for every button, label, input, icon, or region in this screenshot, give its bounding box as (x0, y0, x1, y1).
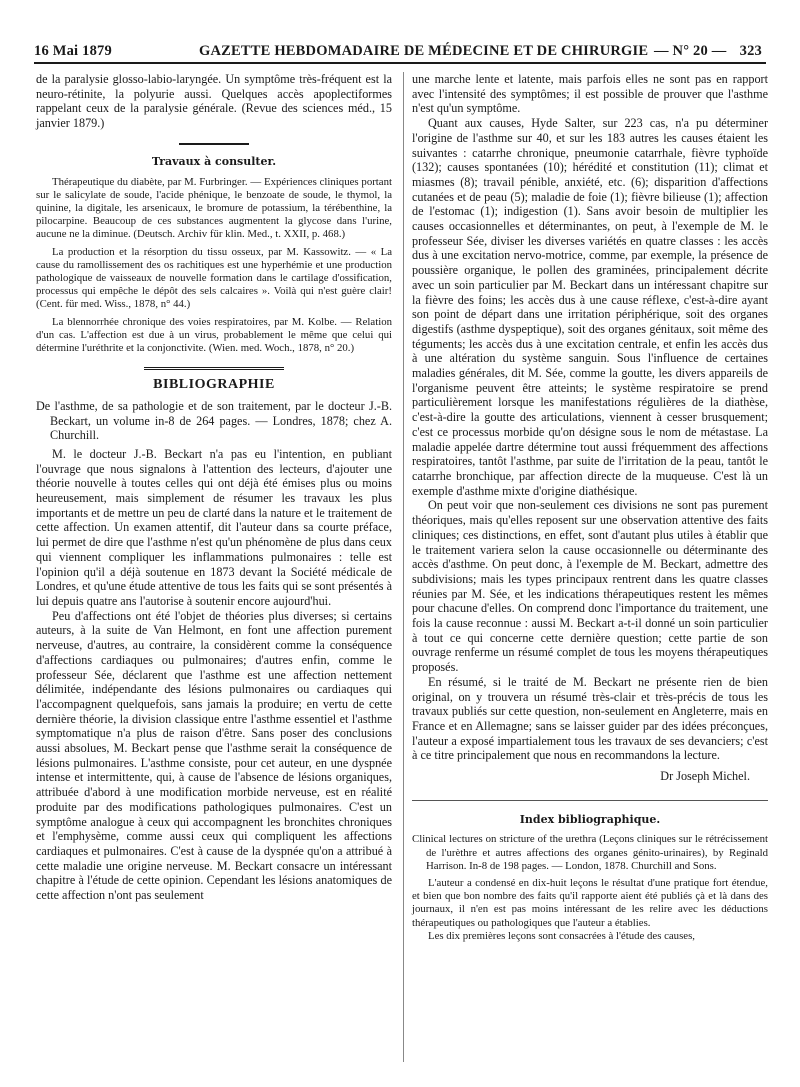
header-date: 16 Mai 1879 (34, 43, 112, 59)
intro-paragraph: de la paralysie glosso-labio-laryngée. Un symptôme très-fréquent est la neuro-rétinite, la polyurie aussi. Quelques accès apoplectiformes rappelant ceux de la paralysie générale. (Revue des sciences méd., 15 janvier 1879.) (36, 72, 392, 131)
page-header (34, 40, 766, 64)
header-page-number: 323 (739, 43, 762, 59)
right-column (412, 72, 768, 943)
travaux-item-blennorrhee: La blennorrhée chronique des voies respiratoires, par M. Kolbe. — Relation d'un cas. L'affection est due à un virus, probablement le même que celui qui détermine l'uréthrite et la conjonctivite. (Wien. med. Woch., 1878, n° 20.) (36, 315, 392, 354)
review-paragraph-1: M. le docteur J.-B. Beckart n'a pas eu l'intention, en publiant l'ouvrage que nous signalons à l'attention des lecteurs, d'ajouter une théorie nouvelle à toutes celles qui ont déjà été émises plus ou moins heureusement, mais simplement de résumer les travaux les plus importants et de mettre un peu de clarté dans la nature et le traitement de cette affection. Un examen attentif, dit l'auteur dans sa courte préface, lui permet de dire que l'asthme n'est qu'un phénomène de plus dans ceux qui viennent compliquer les inflammations pulmonaires : telle est l'opinion qu'il a déjà soutenue en 1873 devant la Société médicale de Londres, et qu'une étude attentive de tous les faits qui se sont présentés à lui depuis quatre ans l'autorise à soutenir encore aujourd'hui. (36, 446, 392, 608)
travaux-item-diabete: Thérapeutique du diabète, par M. Furbringer. — Expériences cliniques portant sur le salicylate de soude, l'acide phénique, le benzoate de soude, le thymol, la quinine, la digitale, les arsenicaux, le bromure de potassium, la térébenthine, la pilocarpine. Beaucoup de ces substances augmentent la glycose dans l'urine, aucune ne la diminue. (Deutsch. Archiv für klin. Med., t. XXII, p. 468.) (36, 175, 392, 241)
column-divider (403, 72, 404, 1062)
bibliography-rule (144, 367, 284, 370)
section-rule (179, 143, 249, 145)
header-journal-title: GAZETTE HEBDOMADAIRE DE MÉDECINE ET DE CHIRURGIE (199, 43, 649, 59)
index-rule (412, 800, 768, 801)
header-issue-number: — N° 20 — (654, 43, 727, 59)
review-paragraph-divisions: On peut voir que non-seulement ces divisions ne sont pas purement théoriques, mais qu'elles reposent sur une observation attentive des faits cliniques; ces distinctions, en effet, sont d'autant plus utiles à établir que le traitement variera selon la cause occasionnelle ou déterminante des accès d'asthme. On peut donc, à l'exemple de M. Beckart, admettre des subdivisions; mais les types principaux rentrent dans les quatre classes réunies par M. Sée, et les indications thérapeutiques restent les mêmes pour chacune d'elles. On comprend donc l'importance du traitement, une fois la cause reconnue : aussi M. Beckart a-t-il donné un soin particulier à tout ce qui concerne cette dernière question; cette partie de son ouvrage renferme un résumé complet de tous les moyens thérapeutiques proposés. (412, 498, 768, 675)
review-paragraph-resume: En résumé, si le traité de M. Beckart ne présente rien de bien original, on y trouvera un résumé très-clair et très-précis de tous les travaux publiés sur cette question, non-seulement en Angleterre, mais en France et en Allemagne; sans se laisser guider par des idées préconçues, l'auteur a exposé impartialement tous les travaux de ses devanciers; c'est à ce titre principalement que nous en recommandons la lecture. (412, 674, 768, 763)
index-heading: Index bibliographique. (519, 812, 661, 826)
book-entry-stricture: Clinical lectures on stricture of the urethra (Leçons cliniques sur le rétrécissement de l'urèthre et autres affections des organes génito-urinaires), by Reginald Harrison. In-8 de 198 pages. — London, 1878. Churchill and Sons. (412, 833, 768, 872)
review-paragraph-continued: une marche lente et latente, mais parfois elles ne sont pas en rapport avec l'intensité des symptômes; il est possible de prouver que l'asthme n'est qu'un symptôme. (412, 72, 768, 116)
book-entry-asthme: De l'asthme, de sa pathologie et de son traitement, par le docteur J.-B. Beckart, un volume in-8 de 264 pages. — Londres, 1878; chez A. Churchill. (36, 398, 392, 443)
left-column (36, 72, 392, 903)
travaux-item-tissu-osseux: La production et la résorption du tissu osseux, par M. Kassowitz. — « La cause du ramollissement des os rachitiques est une hyperhémie et une production pathologique de vaisseaux de nouvelle formation dans le cartilage d'ossification, processus qui empêche le dépôt des sels calcaires ». Voilà qui n'est guère clair! (Cent. für med. Wiss., 1878, n° 44.) (36, 245, 392, 311)
stricture-review-paragraph-2: Les dix premières leçons sont consacrées à l'étude des causes, (428, 929, 695, 942)
author-signature: Dr Joseph Michel. (660, 769, 750, 784)
bibliography-heading: BIBLIOGRAPHIE (153, 377, 275, 393)
travaux-heading: Travaux à consulter. (151, 154, 277, 168)
review-paragraph-causes: Quant aux causes, Hyde Salter, sur 223 cas, n'a pu déterminer l'origine de l'asthme sur 40, et sur les 183 autres les causes étaient les suivantes : catarrhe chronique, pneumonie catarrhale, fièvre typhoïde (132); causes spontanées (10); hérédité et constitution (11); climat et miasmes (8); travail pénible, anxiété, etc. (6); disparition d'affections cutanées et de peau (5); maladie de foie (1); fièvre bilieuse (1); affection de l'estomac (1); indigestion (1). Sans avoir besoin de multiplier les causes occasionnelles et déterminantes, on peut, à l'exemple de M. le professeur Sée, diviser les diverses variétés en quatre classes : les accès dus à une excitation nervo-motrice, comme, par exemple, la présence de poussière organique, le pollen des graminées, principalement décrite avec un soin particulier par M. Beckart dans un intéressant chapitre sur la fièvre des foins; les accès dus à une cause réflexe, c'est-à-dire ayant son point de départ dans une irritation périphérique, soit des organes digestifs (asthme dyspeptique), soit des organes génitaux, soit même des téguments; les accès dus à une excitation centrale, et enfin les accès dus à une altération du système sanguin. Sous l'influence de certaines maladies générales, dit M. Sée, comme la goutte, les divers appareils de l'organisme peuvent être atteints; le système respiratoire se prend particulièrement lorsque les manifestations régulières de la diathèse, c'est-à-dire la goutte des articulations, viennent à cesser brusquement; c'est ce processus morbide qu'on désigne sous le nom de métastase. La maladie appelée dartre détermine tout aussi fréquemment des affections respiratoires, tantôt l'asthme, par suite de l'irritation de la peau, tantôt le catarrhe bronchique, par affection directe de la muqueuse. C'est là un exemple d'asthme mixte d'origine diathésique. (412, 116, 768, 498)
review-paragraph-2: Peu d'affections ont été l'objet de théories plus diverses; si certains auteurs, à la suite de Van Helmont, en font une affection purement nerveuse, d'autres, au contraire, la considèrent comme la conséquence d'affections cardiaques ou pulmonaires; d'autres enfin, comme le professeur Sée, déclarent que l'asthme est une affection nettement délimitée, indépendante des lésions pulmonaires ou cardiaques qui l'accompagnent quelquefois, sans jamais la produire; en vertu de cette dernière théorie, la division classique entre l'asthme essentiel et l'asthme symptomatique n'a plus de raison d'être. Sans poser des conclusions aussi absolues, M. Beckart pense que l'asthme serait la conséquence de lésions pulmonaires. L'asthme consiste, pour cet auteur, en une dyspnée intense et intermittente, qui, à cause de l'absence de lésions organiques, attribuée d'abord à une modification morbide nerveuse, est en réalité produite par des modifications pathologiques pulmonaires. C'est un symptôme analogue à ceux qui accompagnent les bronchites chroniques et l'emphysème, comme aussi ceux qui compliquent les affections cardiaques et pulmonaires. C'est à cause de la dyspnée qu'on a attribué à cette maladie une origine nerveuse. M. Beckart consacre un intéressant chapitre à l'étude de cette opinion. Cependant les lésions anatomiques de cette affection n'ont pas seulement (36, 608, 392, 903)
stricture-review-paragraph-1: L'auteur a condensé en dix-huit leçons le résultat d'une pratique fort étendue, et bien que bon nombre des faits qu'il rapporte aient été publiés çà et là dans des journaux, il n'en est pas moins intéressant de les relire avec les déductions thérapeutiques ou pathologiques que l'auteur a établies. (412, 877, 768, 929)
